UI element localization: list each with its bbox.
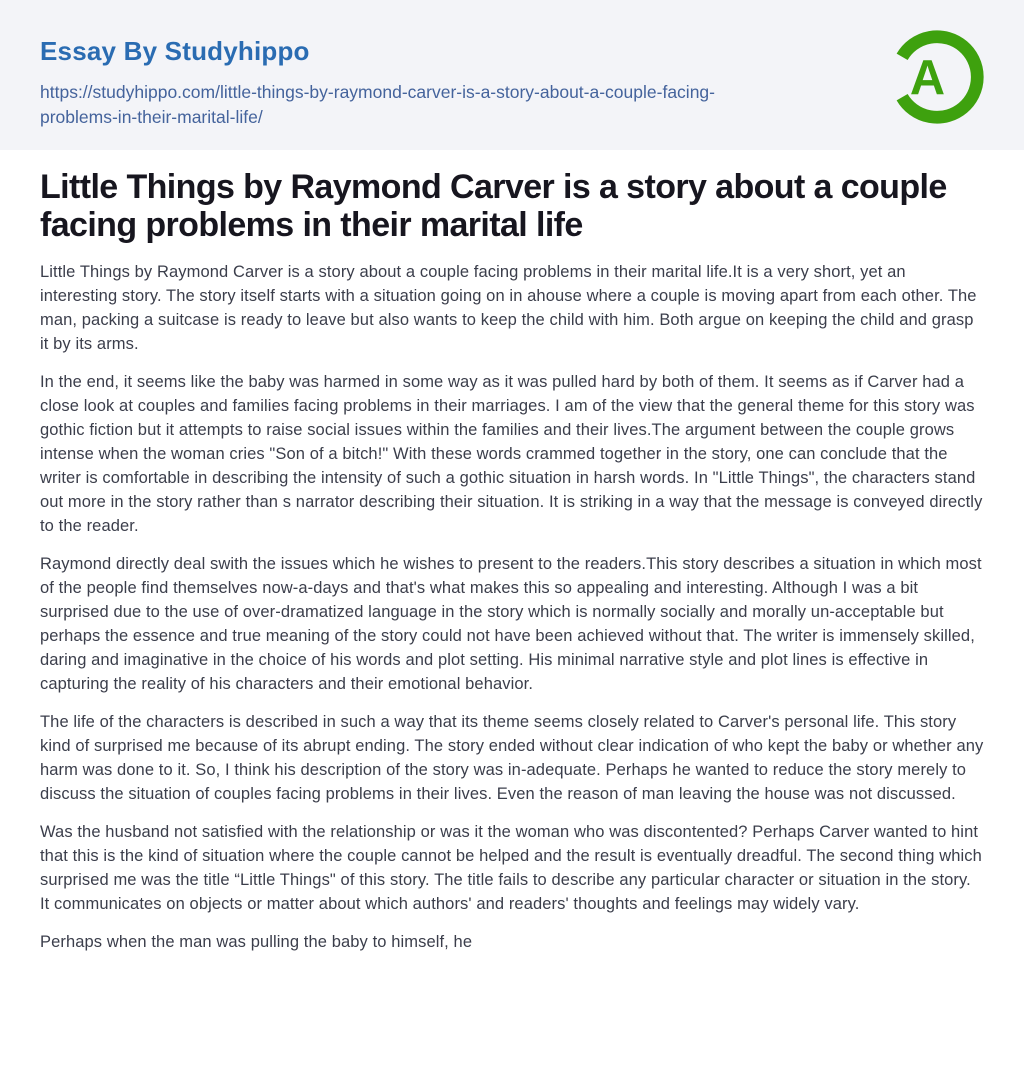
page-url-link[interactable] <box>40 80 715 130</box>
essay-title: Little Things by Raymond Carver is a story about a couple facing problems in their marital life <box>40 168 947 244</box>
essay-paragraph: The life of the characters is described in such a way that its theme seems closely related to Carver's personal life. This story kind of surprised me because of its abrupt ending. The story ended without clear indication of who kept the baby or whether any harm was done to it. So, I think his description of the story was in-adequate. Perhaps he wanted to reduce the story merely to discuss the situation of couples facing problems in their lives. Even the reason of man leaving the house was not discussed. <box>40 713 984 803</box>
page-url-line2: problems-in-their-marital-life/ <box>40 107 263 127</box>
essay-paragraph: Was the husband not satisfied with the relationship or was it the woman who was discontented? Perhaps Carver wanted to hint that this is the kind of situation where the couple cannot be helped and the result is eventually dreadful. The second thing which surprised me was the title “Little Things" of this story. The title fails to describe any particular character or situation in the story. It communicates on objects or matter about which authors' and readers' thoughts and feelings may widely vary. <box>40 823 982 913</box>
logo-letter: A <box>909 50 946 105</box>
essay-paragraph: Little Things by Raymond Carver is a story about a couple facing problems in their marital life.It is a very short, yet an interesting story. The story itself starts with a situation going on in ahouse where a couple is moving apart from each other. The man, packing a suitcase is ready to leave but also wants to keep the child with him. Both argue on keeping the child and grasp it by its arms. <box>40 263 977 353</box>
essay-paragraph: In the end, it seems like the baby was harmed in some way as it was pulled hard by both of them. It seems as if Carver had a close look at couples and families facing problems in their marriages. I am of the view that the general theme for this story was gothic fiction but it attempts to raise social issues within the families and their lives.The argument between the couple grows intense when the woman cries "Son of a bitch!" With these words crammed together in the story, one can conclude that the writer is comfortable in describing the intensity of such a gothic situation in harsh words. In "Little Things", the characters stand out more in the story rather than s narrator describing their situation. It is striking in a way that the message is conveyed directly to the reader. <box>40 373 983 535</box>
page-header <box>0 0 1024 150</box>
site-title: Essay By Studyhippo <box>40 36 310 66</box>
page-url-line1: https://studyhippo.com/little-things-by-raymond-carver-is-a-story-about-a-couple-facing- <box>40 82 715 102</box>
studyhippo-logo-icon <box>884 24 990 130</box>
essay-paragraph: Raymond directly deal swith the issues which he wishes to present to the readers.This story describes a situation in which most of the people find themselves now-a-days and that's what makes this so appealing and interesting. Although I was a bit surprised due to the use of over-dramatized language in the story which is normally socially and morally un-acceptable but perhaps the essence and true meaning of the story could not have been achieved without that. The writer is immensely skilled, daring and imaginative in the choice of his words and plot setting. His minimal narrative style and plot lines is effective in capturing the reality of his characters and their emotional behavior. <box>40 555 982 693</box>
essay-article <box>0 150 1024 1008</box>
essay-paragraph: Perhaps when the man was pulling the baby to himself, he <box>40 933 473 951</box>
